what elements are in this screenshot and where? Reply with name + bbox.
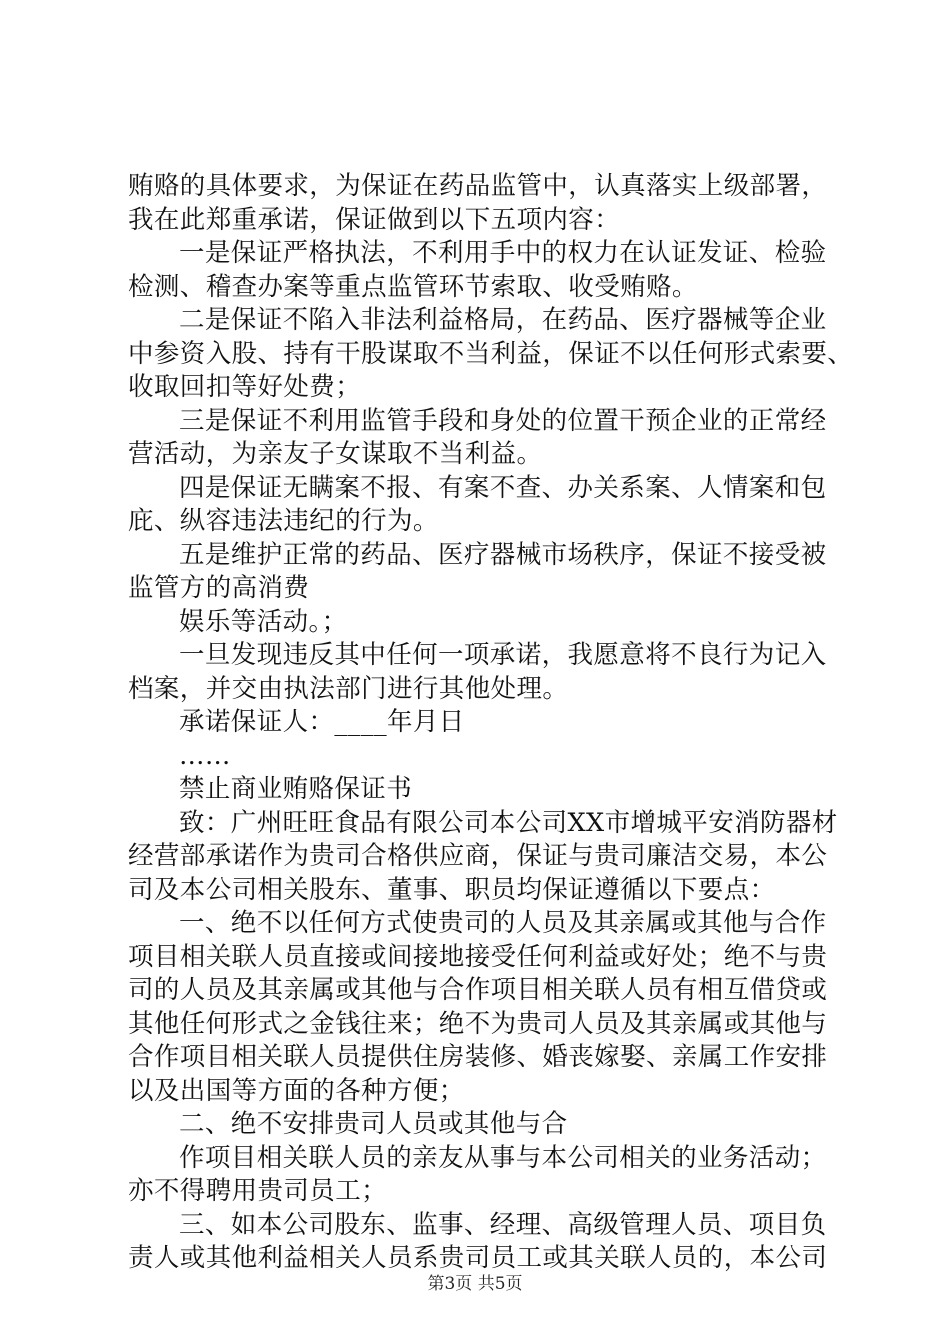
text-line: 其他任何形式之金钱往来；绝不为贵司人员及其亲属或其他与 [128, 1008, 828, 1039]
text-line: 二是保证不陷入非法利益格局，在药品、医疗器械等企业 [179, 305, 827, 335]
text-line: 合作项目相关联人员提供住房装修、婚丧嫁娶、亲属工作安排 [128, 1042, 828, 1072]
text-line: 经营部承诺作为贵司合格供应商，保证与贵司廉洁交易，本公 [128, 841, 828, 871]
text-line: 我在此郑重承诺，保证做到以下五项内容： [128, 204, 621, 235]
text-line: 五是维护正常的药品、医疗器械市场秩序，保证不接受被 [179, 539, 827, 570]
text-line: 档案，并交由执法部门进行其他处理。 [128, 673, 569, 704]
text-line: 庇、纵容违法违纪的行为。 [128, 506, 439, 536]
text-line: 一是保证严格执法，不利用手中的权力在认证发证、检验 [179, 238, 827, 268]
text-line: 检测、稽查办案等重点监管环节索取、收受贿赂。 [128, 271, 698, 302]
text-line: 一、绝不以任何方式使贵司的人员及其亲属或其他与合作 [179, 908, 827, 938]
document-body [128, 170, 854, 1276]
text-line: 亦不得聘用贵司员工； [128, 1176, 388, 1206]
text-line: 司及本公司相关股东、董事、职员均保证遵循以下要点： [128, 874, 776, 905]
text-line: 以及出国等方面的各种方便； [128, 1075, 465, 1106]
text-line: 二、绝不安排贵司人员或其他与合 [179, 1109, 568, 1139]
text-line: 作项目相关联人员的亲友从事与本公司相关的业务活动； [179, 1142, 827, 1173]
section-title: 禁止商业贿赂保证书 [179, 774, 413, 804]
text-line: 收取回扣等好处费； [128, 372, 362, 402]
text-line: 一旦发现违反其中任何一项承诺，我愿意将不良行为记入 [179, 640, 827, 670]
text-line: 司的人员及其亲属或其他与合作项目相关联人员有相互借贷或 [128, 975, 828, 1005]
page-number: 第3页 共5页 [427, 1274, 523, 1294]
text-line: 贿赂的具体要求，为保证在药品监管中，认真落实上级部署， [128, 171, 828, 201]
text-line: 致：广州旺旺食品有限公司本公司XX市增城平安消防器材 [179, 807, 838, 838]
text-line: 营活动，为亲友子女谋取不当利益。 [128, 439, 543, 469]
text-line: 责人或其他利益相关人员系贵司员工或其关联人员的，本公司 [128, 1243, 828, 1273]
signature-line: 承诺保证人：____年月日 [179, 707, 465, 737]
text-line: 中参资入股、持有干股谋取不当利益，保证不以任何形式索要、 [128, 338, 854, 369]
ellipsis-line: …… [179, 740, 231, 771]
text-line: 娱乐等活动。； [179, 606, 348, 637]
text-line: 监管方的高消费 [128, 573, 310, 603]
text-line: 项目相关联人员直接或间接地接受任何利益或好处；绝不与贵 [128, 941, 828, 972]
text-line: 四是保证无瞒案不报、有案不查、办关系案、人情案和包 [179, 472, 827, 503]
text-line: 三是保证不利用监管手段和身处的位置干预企业的正常经 [179, 405, 827, 436]
text-line: 三、如本公司股东、监事、经理、高级管理人员、项目负 [179, 1209, 827, 1240]
